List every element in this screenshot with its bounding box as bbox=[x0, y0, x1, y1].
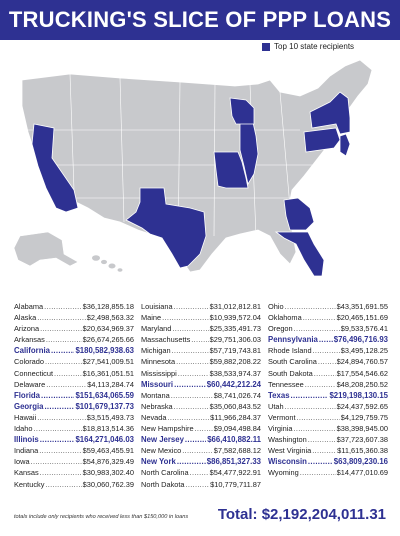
state-alaska bbox=[14, 232, 78, 266]
state-pennsylvania bbox=[304, 128, 340, 152]
map-legend bbox=[262, 42, 354, 51]
state-row bbox=[141, 479, 261, 490]
state-row bbox=[268, 334, 388, 345]
us-map-svg bbox=[0, 40, 400, 295]
dot-leader bbox=[174, 301, 209, 312]
state-row bbox=[141, 379, 261, 390]
state-row bbox=[268, 356, 388, 367]
state-name: Rhode Island bbox=[268, 346, 312, 356]
state-row bbox=[14, 479, 134, 490]
loan-amount: $43,351,691.55 bbox=[336, 302, 388, 311]
loan-amount: $37,723,607.38 bbox=[336, 435, 388, 445]
state-row bbox=[268, 301, 388, 312]
state-name: Massachusetts bbox=[141, 335, 191, 345]
state-name: Oregon bbox=[268, 324, 293, 334]
loan-amount: $36,128,855.18 bbox=[82, 302, 134, 311]
state-name: Minnesota bbox=[141, 357, 176, 367]
state-name: Indiana bbox=[14, 446, 39, 456]
loan-amount: $11,966,284.37 bbox=[210, 412, 261, 422]
state-name: Maine bbox=[141, 313, 162, 323]
state-row bbox=[141, 334, 261, 345]
dot-leader bbox=[318, 356, 336, 367]
dot-leader bbox=[312, 445, 336, 456]
state-row bbox=[268, 390, 388, 401]
state-row bbox=[141, 323, 261, 334]
page-title: TRUCKING'S SLICE OF PPP LOANS bbox=[8, 7, 392, 32]
state-row bbox=[14, 301, 134, 312]
state-column-2 bbox=[141, 301, 261, 490]
dot-leader bbox=[162, 312, 208, 323]
loan-amount: $30,983,302.40 bbox=[82, 468, 134, 478]
dot-leader bbox=[40, 467, 82, 478]
state-row bbox=[141, 456, 261, 467]
loan-amount: $3,495,128.25 bbox=[340, 346, 388, 356]
state-name: Georgia bbox=[14, 401, 44, 411]
state-name: South Dakota bbox=[268, 368, 313, 378]
state-row bbox=[14, 334, 134, 345]
dot-leader bbox=[41, 390, 74, 401]
state-row bbox=[268, 312, 388, 323]
state-row bbox=[14, 379, 134, 390]
loan-amount: $26,674,265.66 bbox=[82, 335, 134, 345]
dot-leader bbox=[285, 401, 336, 412]
state-name: Tennessee bbox=[268, 379, 304, 389]
loan-amount: $54,876,329.49 bbox=[82, 457, 134, 467]
loan-amount: $66,410,882.11 bbox=[207, 435, 261, 445]
dot-leader bbox=[34, 423, 82, 434]
state-row bbox=[14, 412, 134, 423]
dot-leader bbox=[167, 412, 209, 423]
state-name: Alaska bbox=[14, 313, 37, 323]
footnote: totals include only recipients who received less than $150,000 in loans bbox=[14, 514, 189, 520]
loan-amount: $9,533,576.41 bbox=[340, 324, 388, 334]
state-row bbox=[268, 345, 388, 356]
state-row bbox=[14, 401, 134, 412]
state-row bbox=[141, 301, 261, 312]
dot-leader bbox=[176, 356, 209, 367]
state-row bbox=[268, 379, 388, 390]
state-column-1 bbox=[14, 301, 134, 490]
state-name: Arkansas bbox=[14, 335, 45, 345]
state-name: New Hampshire bbox=[141, 424, 194, 434]
loan-amount: $8,741,026.74 bbox=[213, 390, 261, 400]
dot-leader bbox=[45, 356, 82, 367]
state-hawaii-island bbox=[101, 260, 107, 264]
state-name: Kentucky bbox=[14, 479, 45, 489]
loan-amount: $219,198,130.15 bbox=[329, 390, 388, 400]
state-row bbox=[141, 368, 261, 379]
grand-total: Total: $2,192,204,011.31 bbox=[217, 506, 386, 523]
dot-leader bbox=[291, 390, 329, 401]
state-row bbox=[268, 467, 388, 478]
loan-amount: $4,113,284.74 bbox=[87, 379, 134, 389]
state-row bbox=[14, 445, 134, 456]
dot-leader bbox=[51, 345, 74, 356]
state-row bbox=[141, 434, 261, 445]
dot-leader bbox=[303, 312, 336, 323]
loan-amount: $24,437,592.65 bbox=[336, 401, 388, 411]
state-name: Mississippi bbox=[141, 368, 177, 378]
loan-amount: $38,533,974.37 bbox=[209, 368, 261, 378]
legend-label: Top 10 state recipients bbox=[274, 42, 355, 51]
loan-amount: $3,515,493.73 bbox=[86, 412, 134, 422]
state-name: Virginia bbox=[268, 424, 293, 434]
state-name: New Mexico bbox=[141, 446, 182, 456]
legend-swatch bbox=[262, 43, 270, 51]
dot-leader bbox=[195, 423, 213, 434]
loan-amount: $35,060,843.52 bbox=[209, 401, 261, 411]
state-name: Arizona bbox=[14, 324, 40, 334]
state-hawaii-island bbox=[118, 268, 123, 272]
state-name: Wyoming bbox=[268, 468, 299, 478]
state-name: Pennsylvania bbox=[268, 335, 318, 345]
state-name: California bbox=[14, 346, 50, 356]
loan-amount: $20,634,969.37 bbox=[82, 324, 134, 334]
loan-amount: $30,060,762.39 bbox=[82, 479, 134, 489]
state-name: Kansas bbox=[14, 468, 39, 478]
state-row bbox=[141, 356, 261, 367]
state-row bbox=[141, 445, 261, 456]
state-row bbox=[141, 412, 261, 423]
loan-amount: $38,398,945.00 bbox=[336, 424, 388, 434]
loan-amount: $164,271,046.03 bbox=[75, 435, 134, 445]
state-row bbox=[14, 434, 134, 445]
loan-amount: $57,719,743.81 bbox=[209, 346, 261, 356]
dot-leader bbox=[308, 456, 333, 467]
state-row bbox=[14, 423, 134, 434]
state-name: Montana bbox=[141, 390, 170, 400]
state-name: West Virginia bbox=[268, 446, 312, 456]
state-new-jersey bbox=[340, 134, 350, 156]
dot-leader bbox=[185, 434, 206, 445]
state-hawaii-island bbox=[109, 264, 116, 269]
loan-amount: $86,851,327.33 bbox=[206, 457, 261, 467]
dot-leader bbox=[174, 379, 206, 390]
state-row bbox=[141, 345, 261, 356]
loan-amount: $54,477,922.91 bbox=[209, 468, 261, 478]
loan-amount: $4,129,759.75 bbox=[340, 412, 388, 422]
state-georgia bbox=[284, 198, 314, 230]
state-row bbox=[268, 423, 388, 434]
state-name: Vermont bbox=[268, 412, 296, 422]
dot-leader bbox=[285, 301, 336, 312]
dot-leader bbox=[37, 412, 86, 423]
state-row bbox=[14, 356, 134, 367]
state-name: Ohio bbox=[268, 302, 284, 311]
state-row bbox=[14, 390, 134, 401]
state-row bbox=[14, 456, 134, 467]
dot-leader bbox=[40, 434, 75, 445]
loan-amount: $63,809,230.16 bbox=[333, 457, 388, 467]
dot-leader bbox=[297, 412, 340, 423]
state-name: Idaho bbox=[14, 424, 33, 434]
state-row bbox=[14, 368, 134, 379]
state-name: New York bbox=[141, 457, 176, 467]
loan-amount: $2,498,563.32 bbox=[86, 313, 134, 323]
state-name: New Jersey bbox=[141, 435, 184, 445]
loan-amount: $59,463,455.91 bbox=[82, 446, 134, 456]
loan-amount: $27,541,009.51 bbox=[82, 357, 134, 367]
dot-leader bbox=[191, 334, 208, 345]
state-row bbox=[14, 467, 134, 478]
state-name: Texas bbox=[268, 390, 290, 400]
state-row bbox=[141, 467, 261, 478]
dot-leader bbox=[44, 401, 74, 412]
loan-amount: $31,012,812.81 bbox=[209, 302, 261, 311]
state-row bbox=[14, 312, 134, 323]
loan-amount: $59,882,208.22 bbox=[209, 357, 261, 367]
state-hawaii-island bbox=[92, 255, 100, 261]
loan-amount: $24,894,760.57 bbox=[336, 357, 388, 367]
dot-leader bbox=[172, 323, 208, 334]
state-column-3 bbox=[268, 301, 388, 479]
dot-leader bbox=[308, 434, 336, 445]
dot-leader bbox=[37, 312, 86, 323]
state-name: North Carolina bbox=[141, 468, 189, 478]
us-map bbox=[0, 40, 400, 295]
loan-amount: $14,477,010.69 bbox=[336, 468, 388, 478]
state-name: Florida bbox=[14, 390, 40, 400]
loan-amount: $151,634,065.59 bbox=[75, 390, 134, 400]
loan-amount: $16,361,051.51 bbox=[82, 368, 134, 378]
state-row bbox=[268, 434, 388, 445]
state-row bbox=[268, 323, 388, 334]
state-name: Hawaii bbox=[14, 412, 37, 422]
loan-amount: $10,939,572.04 bbox=[209, 313, 261, 323]
state-name: Nebraska bbox=[141, 401, 173, 411]
dot-leader bbox=[190, 467, 209, 478]
dot-leader bbox=[54, 368, 82, 379]
state-name: Nevada bbox=[141, 412, 167, 422]
state-name: Alabama bbox=[14, 302, 44, 311]
state-row bbox=[268, 412, 388, 423]
dot-leader bbox=[300, 467, 336, 478]
state-name: South Carolina bbox=[268, 357, 317, 367]
dot-leader bbox=[172, 345, 209, 356]
state-row bbox=[268, 401, 388, 412]
loan-amount: $9,094,498.84 bbox=[213, 424, 261, 434]
loan-amount: $25,335,491.73 bbox=[209, 324, 261, 334]
state-name: North Dakota bbox=[141, 479, 185, 489]
state-loan-table bbox=[14, 301, 386, 501]
dot-leader bbox=[177, 456, 206, 467]
dot-leader bbox=[294, 323, 340, 334]
loan-amount: $60,442,212.24 bbox=[206, 379, 261, 389]
dot-leader bbox=[313, 345, 340, 356]
loan-amount: $29,751,306.03 bbox=[209, 335, 261, 345]
state-row bbox=[141, 401, 261, 412]
state-name: Wisconsin bbox=[268, 457, 307, 467]
dot-leader bbox=[319, 334, 333, 345]
dot-leader bbox=[174, 401, 209, 412]
dot-leader bbox=[171, 390, 213, 401]
loan-amount: $180,582,938.63 bbox=[75, 346, 134, 356]
state-name: Delaware bbox=[14, 379, 46, 389]
state-row bbox=[14, 323, 134, 334]
dot-leader bbox=[46, 334, 82, 345]
dot-leader bbox=[45, 479, 81, 490]
loan-amount: $76,496,716.93 bbox=[333, 335, 388, 345]
state-row bbox=[268, 368, 388, 379]
dot-leader bbox=[46, 379, 86, 390]
state-row bbox=[141, 423, 261, 434]
state-row bbox=[141, 312, 261, 323]
state-name: Utah bbox=[268, 401, 284, 411]
loan-amount: $10,779,711.87 bbox=[210, 479, 261, 489]
state-row bbox=[14, 345, 134, 356]
loan-amount: $7,582,688.12 bbox=[213, 446, 261, 456]
loan-amount: $101,679,137.73 bbox=[75, 401, 134, 411]
state-name: Connecticut bbox=[14, 368, 54, 378]
dot-leader bbox=[31, 456, 82, 467]
loan-amount: $11,615,360.38 bbox=[337, 446, 388, 456]
dot-leader bbox=[40, 323, 82, 334]
loan-amount: $48,208,250.52 bbox=[336, 379, 388, 389]
state-name: Washington bbox=[268, 435, 307, 445]
state-row bbox=[268, 445, 388, 456]
dot-leader bbox=[186, 479, 210, 490]
loan-amount: $20,465,151.69 bbox=[336, 313, 388, 323]
state-row bbox=[141, 390, 261, 401]
state-name: Michigan bbox=[141, 346, 171, 356]
dot-leader bbox=[294, 423, 336, 434]
state-name: Iowa bbox=[14, 457, 30, 467]
state-row bbox=[268, 456, 388, 467]
dot-leader bbox=[44, 301, 81, 312]
dot-leader bbox=[314, 368, 336, 379]
loan-amount: $17,554,546.62 bbox=[336, 368, 388, 378]
dot-leader bbox=[305, 379, 336, 390]
dot-leader bbox=[39, 445, 81, 456]
state-name: Missouri bbox=[141, 379, 174, 389]
dot-leader bbox=[182, 445, 212, 456]
state-name: Illinois bbox=[14, 435, 39, 445]
title-banner bbox=[0, 0, 400, 40]
state-name: Colorado bbox=[14, 357, 44, 367]
state-name: Maryland bbox=[141, 324, 172, 334]
loan-amount: $18,813,514.36 bbox=[82, 424, 134, 434]
dot-leader bbox=[178, 368, 209, 379]
state-name: Oklahoma bbox=[268, 313, 302, 323]
state-name: Louisiana bbox=[141, 302, 173, 311]
